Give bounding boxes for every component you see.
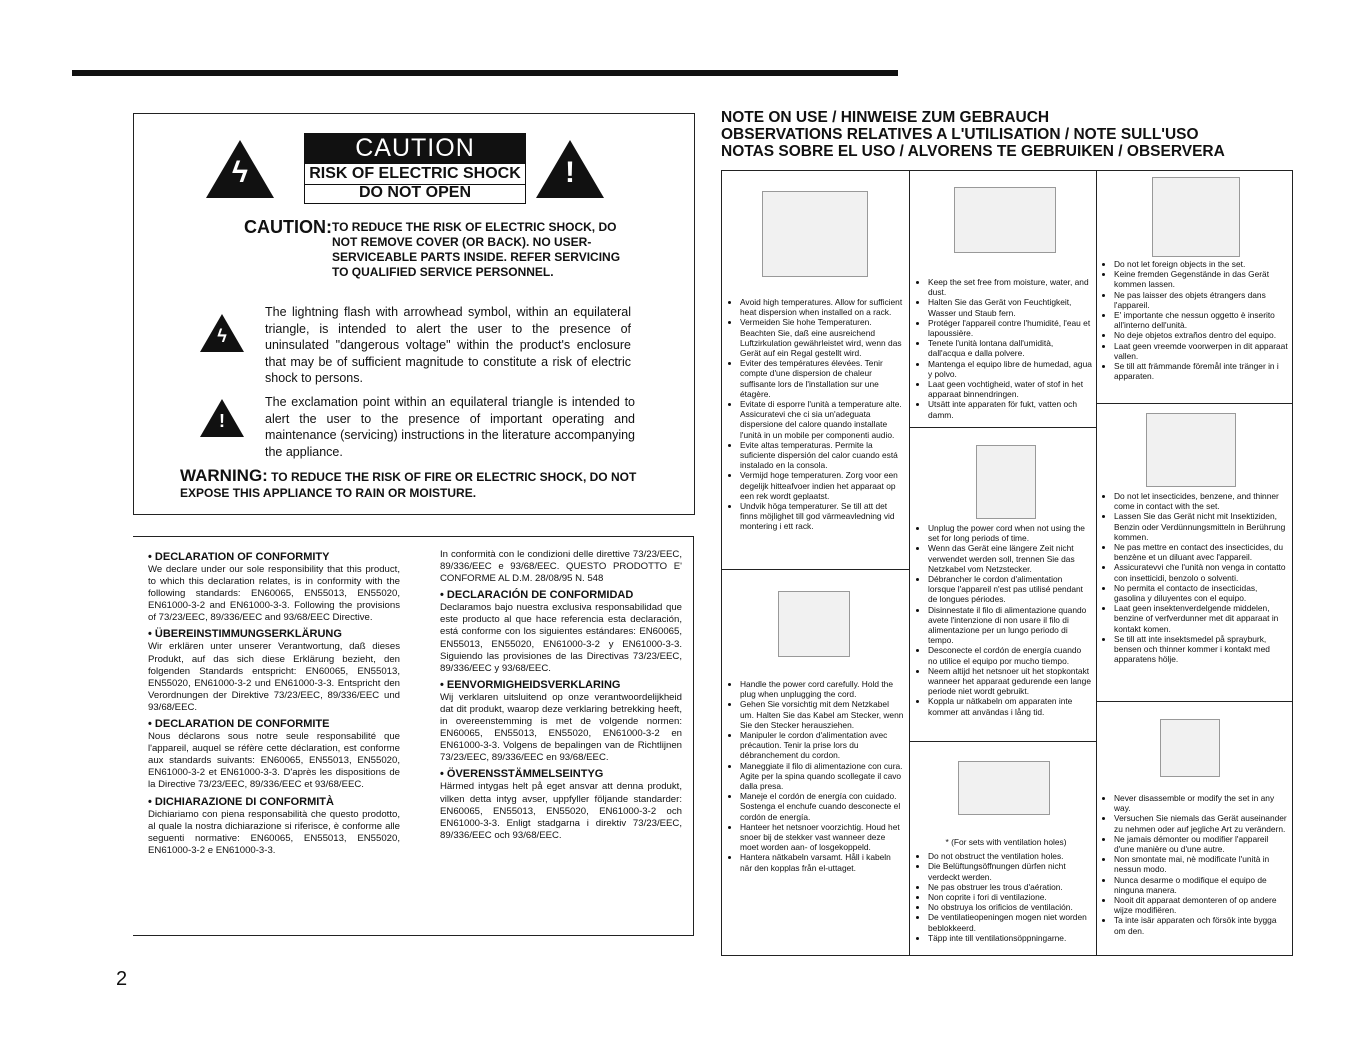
decl-body: We declare under our sole responsibility that this product, to which this declaration relates, is in conformity with the following standards: EN60065, EN55013, EN55020, EN61000-3-2 and EN61000-3-3. Following the provisions of 73/23/EEC, 89/336/EEC and 93/68/EEC Directive.: [148, 564, 400, 624]
caution-banner: CAUTION: [304, 133, 526, 163]
decl-title: • ÖVERENSSTÄMMELSEINTYG: [440, 768, 604, 781]
note-list-item: • E' importante che nessun oggetto è inserito all'interno dell'unità.: [1114, 310, 1288, 330]
note-list-item: • Nooit dit apparaat demonteren of op andere wijze modifiëren.: [1114, 895, 1288, 915]
decl-body: Declaramos bajo nuestra exclusiva responsabilidad que este producto al que hace referencia esta declaración, está conforme con los siguientes estándares: EN60065, EN55013, EN55020, EN61000-3-2 y EN61000-3-3. Siguiendo las provisiones de las Directivas 73/23/EEC, 89/336/EEC y 93/68/EEC.: [440, 602, 682, 674]
note-list-item: • Lassen Sie das Gerät nicht mit Insektiziden, Benzin oder Verdünnungsmitteln in Berührung kommen.: [1114, 511, 1288, 542]
note-list-item: • Manipuler le cordon d'alimentation avec précaution. Tenir la prise lors du débranchement du cordon.: [740, 730, 904, 761]
grid-divider: [909, 427, 1096, 428]
decl-body: Wir erklären unter unserer Verantwortung, daß dieses Produkt, auf das sich diese Erklärung bezieht, den folgenden Standards entspricht: EN60065, EN55013, EN55020, EN61000-3-2 und EN61000-3-3. Entspricht den Verordnungen der Direktive 73/23/EEC, 89/336/EEC und 93/68/EEC.: [148, 641, 400, 713]
moisture-illustration: [954, 187, 1056, 253]
note-list-item: • Never disassemble or modify the set in any way.: [1114, 793, 1288, 813]
grid-divider: [909, 171, 910, 955]
ventilation-note: * (For sets with ventilation holes): [945, 837, 1067, 847]
note-list-item: • No permita el contacto de insecticidas, gasolina y diluyentes con el equipo.: [1114, 583, 1288, 603]
note-list-item: • Evitate di esporre l'unità a temperature alte. Assicuratevi che ci sia un'adeguata dispersione del calore quando installate l'unità in un mobile per componenti audio.: [740, 399, 904, 440]
insecticide-illustration: [1146, 413, 1236, 487]
unplug-illustration: [976, 445, 1036, 519]
warning-text: TO REDUCE THE RISK OF FIRE OR ELECTRIC SHOCK, DO NOT EXPOSE THIS APPLIANCE TO RAIN OR MOISTURE.: [180, 470, 637, 500]
grid-divider: [1096, 403, 1292, 404]
exclamation-symbol-icon: !: [200, 399, 244, 437]
cell-foreign-objects: [1106, 259, 1288, 381]
decl-body: Dichiariamo con piena responsabilità che questo prodotto, al quale la nostra dichiarazione si riferisce, è conforme alle seguenti normative: EN60065, EN55013, EN55020, EN61000-3-2 e EN61000-3-3.: [148, 808, 400, 856]
note-list-item: • Evite altas temperaturas. Permite la suficiente dispersión del calor cuando está instalado en la consola.: [740, 440, 904, 471]
note-heading-line: OBSERVATIONS RELATIVES A L'UTILISATION / NOTE SULL'USO: [721, 126, 1199, 143]
note-list-item: • Laat geen vreemde voorwerpen in dit apparaat vallen.: [1114, 341, 1288, 361]
note-list-item: • Die Belüftungsöffnungen dürfen nicht verdeckt werden.: [928, 861, 1092, 881]
disassemble-illustration: [1160, 719, 1220, 777]
note-list-item: • Keep the set free from moisture, water, and dust.: [928, 277, 1092, 297]
foreign-objects-illustration: [1152, 177, 1240, 257]
note-list-item: • Protéger l'appareil contre l'humidité, l'eau et lapoussière.: [928, 318, 1092, 338]
note-list-item: • Mantenga el equipo libre de humedad, agua y polvo.: [928, 359, 1092, 379]
note-list-item: • Eviter des températures élevées. Tenir compte d'une dispersion de chaleur suffisante lors de l'installation sur une étagère.: [740, 358, 904, 399]
note-list-item: • De ventilatieopeningen mogen niet worden beblokkeerd.: [928, 912, 1092, 932]
cell-high-temperatures: [732, 297, 904, 532]
grid-divider: [909, 741, 1096, 742]
grid-divider: [1096, 171, 1097, 955]
decl-intro: In conformità con le condizioni delle direttive 73/23/EEC, 89/336/EEC e 93/68/EEC. QUESTO PRODOTTO E' CONFORME AL D.M. 28/08/95 N. 548: [440, 549, 682, 585]
cell-unplug: [920, 523, 1092, 717]
note-list-item: • Nunca desarme o modifique el equipo de ninguna manera.: [1114, 875, 1288, 895]
note-list-item: • Täpp inte till ventilationsöppningarne.: [928, 933, 1092, 943]
note-list-item: • Ne pas obstruer les trous d'aération.: [928, 882, 1092, 892]
note-list-item: • Handle the power cord carefully. Hold the plug when unplugging the cord.: [740, 679, 904, 699]
warning-notice: [180, 468, 680, 501]
note-list-item: • Ta inte isär apparaten och försök inte bygga om den.: [1114, 915, 1288, 935]
do-not-open-label: DO NOT OPEN: [304, 183, 526, 204]
note-list-item: • Ne pas mettre en contact des insecticides, du benzène et un diluant avec l'appareil.: [1114, 542, 1288, 562]
note-list-item: • Hantera nätkabeln varsamt. Håll i kabeln när den kopplas från el-uttaget.: [740, 852, 904, 872]
note-list-item: • Avoid high temperatures. Allow for sufficient heat dispersion when installed on a rack.: [740, 297, 904, 317]
note-list-item: • Gehen Sie vorsichtig mit dem Netzkabel um. Halten Sie das Kabel am Stecker, wenn Sie den Stecker herausziehen.: [740, 699, 904, 730]
exclamation-warning-icon: !: [536, 140, 604, 198]
lightning-warning-icon: ϟ: [206, 140, 274, 198]
note-list-item: • Ne jamais démonter ou modifier l'appareil d'une manière ou d'une autre.: [1114, 834, 1288, 854]
exclamation-explanation: The exclamation point within an equilateral triangle is intended to alert the user to the presence of important operating and maintenance (servicing) instructions in the literature accompanying the appliance.: [265, 395, 635, 459]
note-list-item: • Do not obstruct the ventilation holes.: [928, 851, 1092, 861]
decl-title: • DECLARATION OF CONFORMITY: [148, 551, 330, 563]
cell-power-cord: [732, 679, 904, 873]
caution-text: TO REDUCE THE RISK OF ELECTRIC SHOCK, DO NOT REMOVE COVER (OR BACK). NO USER-SERVICEABLE PARTS INSIDE. REFER SERVICING TO QUALIFIED SERVICE PERSONNEL.: [332, 220, 621, 279]
declarations-left: [148, 549, 400, 861]
note-on-use-heading: [721, 109, 1341, 160]
note-list-item: • Vermeiden Sie hohe Temperaturen. Beachten Sie, daß eine ausreichend Luftzirkulation gewährleistet wird, wenn das Gerät auf ein Regal gestellt wird.: [740, 317, 904, 358]
decl-body: Wij verklaren uitsluitend op onze verantwoordelijkheid dat dit produkt, waarop deze verklaring betrekking heeft, in overeenstemming is met de volgende normen: EN60065, EN55013, EN55020, EN61000-3-2 en EN61000-3-3. Volgens de bepalingen van de Richtlijnen 73/23/EEC, 89/336/EEC en 93/68/EEC.: [440, 691, 682, 764]
decl-title: • DECLARATION DE CONFORMITE: [148, 718, 330, 731]
note-list-item: • Se till att inte insektsmedel på sprayburk, bensen och thinner kommer i kontakt med apparatens hölje.: [1114, 634, 1288, 665]
top-rule: [72, 70, 898, 76]
cell-moisture: [920, 277, 1092, 420]
note-list-item: • Se till att främmande föremål inte tränger in i apparaten.: [1114, 361, 1288, 381]
note-list-item: • Halten Sie das Gerät von Feuchtigkeit, Wasser und Staub fern.: [928, 297, 1092, 317]
note-list-item: • Maneje el cordón de energía con cuidado. Sostenga el enchufe cuando desconecte el cordón de energía.: [740, 791, 904, 822]
note-list-item: • Laat geen vochtigheid, water of stof in het apparaat binnendringen.: [928, 379, 1092, 399]
page-number: 2: [116, 968, 128, 990]
heat-warning-illustration: [762, 191, 868, 277]
note-list-item: • Neem altijd het netsnoer uit het stopkontakt wanneer het apparaat gedurende een lange periode niet wordt gebruikt.: [928, 666, 1092, 697]
note-list-item: • Non coprite i fori di ventilazione.: [928, 892, 1092, 902]
decl-body: Nous déclarons sous notre seule responsabilité que l'appareil, auquel se réfère cette déclaration, est conforme aux standards suivants: EN60065, EN55013, EN55020, EN61000-3-2 et EN61000-3-3. D'après les dispositions de la Directive 73/23/EEC, 89/336/EEC et 93/68/EEC.: [148, 731, 400, 791]
note-list-item: • Versuchen Sie niemals das Gerät auseinander zu nehmen oder auf jegliche Art zu verändern.: [1114, 813, 1288, 833]
decl-title: • ÜBEREINSTIMMUNGSERKLÄRUNG: [148, 628, 342, 641]
note-list-item: • Laat geen insektenverdelgende middelen, benzine of verfverdunner met dit apparaat in kontakt komen.: [1114, 603, 1288, 634]
note-list-item: • Keine fremden Gegenstände in das Gerät kommen lassen.: [1114, 269, 1288, 289]
note-list-item: • Wenn das Gerät eine längere Zeit nicht verwendet werden soll, trennen Sie das Netzkabel vom Netzstecker.: [928, 543, 1092, 574]
cell-disassemble: [1106, 793, 1288, 936]
decl-title: • DICHIARAZIONE DI CONFORMITÀ: [148, 795, 334, 808]
note-list-item: • Débrancher le cordon d'alimentation lorsque l'appareil n'est pas utilisé pendant de longues périodes.: [928, 574, 1092, 605]
note-list-item: • Desconecte el cordón de energía cuando no utilice el equipo por mucho tiempo.: [928, 645, 1092, 665]
lightning-symbol-icon: ϟ: [200, 314, 244, 352]
note-list-item: • Tenete l'unità lontana dall'umidità, dall'acqua e dalla polvere.: [928, 338, 1092, 358]
note-list-item: • Utsätt inte apparaten för fukt, vatten och damm.: [928, 399, 1092, 419]
note-list-item: • Assicuratevvi che l'unità non venga in contatto con insetticidi, benzolo o solventi.: [1114, 562, 1288, 582]
grid-divider: [722, 569, 909, 570]
note-heading-line: NOTE ON USE / HINWEISE ZUM GEBRAUCH: [721, 109, 1050, 126]
note-list-item: • Do not let foreign objects in the set.: [1114, 259, 1288, 269]
declarations-right: [440, 549, 682, 846]
note-list-item: • Hanteer het netsnoer voorzichtig. Houd het snoer bij de stekker vast wanneer deze moet worden aan- of losgekoppeld.: [740, 822, 904, 853]
cell-ventilation: [920, 837, 1092, 943]
cell-insecticides: [1106, 491, 1288, 664]
note-list-item: • No obstruya los orificios de ventilación.: [928, 902, 1092, 912]
decl-body: Härmed intygas helt på eget ansvar att denna produkt, vilken detta intyg avser, uppfyller följande standarder: EN60065, EN55013, EN55020, EN61000-3-2 och EN61000-3-3. Enligt stadgarna i direktiv 73/23/EEC, 89/336/EEC och 93/68/EEC.: [440, 781, 682, 841]
risk-of-shock-label: RISK OF ELECTRIC SHOCK: [304, 163, 526, 185]
ventilation-illustration: [958, 761, 1050, 815]
note-list-item: • Ne pas laisser des objets étrangers dans l'appareil.: [1114, 290, 1288, 310]
decl-title: • EENVORMIGHEIDSVERKLARING: [440, 678, 621, 691]
decl-title: • DECLARACIÓN DE CONFORMIDAD: [440, 589, 634, 602]
note-list-item: • Do not let insecticides, benzene, and thinner come in contact with the set.: [1114, 491, 1288, 511]
note-grid: [721, 170, 1293, 956]
note-list-item: • Disinnestate il filo di alimentazione quando avete l'intenzione di non usare il filo di alimentazione per un lungo periodo di tempo.: [928, 605, 1092, 646]
grid-divider: [1096, 701, 1292, 702]
note-list-item: • Non smontate mai, nè modificate l'unità in nessun modo.: [1114, 854, 1288, 874]
lightning-explanation: The lightning flash with arrowhead symbol, within an equilateral triangle, is intended to alert the user to the presence of uninsulated "dangerous voltage" within the product's enclosure that may be of sufficient magnitude to constitute a risk of electric shock to persons.: [265, 305, 631, 385]
caution-label: CAUTION:: [244, 217, 332, 237]
note-list-item: • Maneggiate il filo di alimentazione con cura. Agite per la spina quando scollegate il cavo dalla presa.: [740, 761, 904, 792]
note-list-item: • Koppla ur nätkabeln om apparaten inte kommer att användas i lång tid.: [928, 696, 1092, 716]
warning-label: WARNING:: [180, 466, 268, 485]
caution-box: [133, 113, 695, 515]
note-list-item: • Vermijd hoge temperaturen. Zorg voor een degelijk hitteafvoer indien het apparaat op een rek wordt geplaatst.: [740, 470, 904, 501]
note-list-item: • No deje objetos extraños dentro del equipo.: [1114, 330, 1288, 340]
note-list-item: • Unplug the power cord when not using the set for long periods of time.: [928, 523, 1092, 543]
note-list-item: • Undvik höga temperaturer. Se till att det finns möjlighet till god värmeavledning vid montering i ett rack.: [740, 501, 904, 532]
power-cord-illustration: [778, 591, 850, 657]
note-heading-line: NOTAS SOBRE EL USO / ALVORENS TE GEBRUIKEN / OBSERVERA: [721, 143, 1225, 160]
